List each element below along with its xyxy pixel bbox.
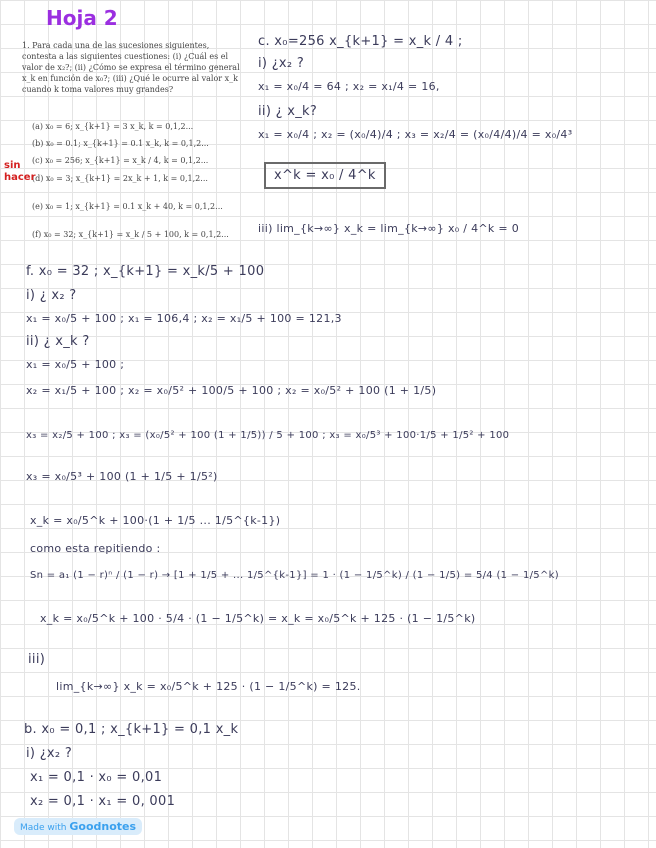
section-f-line-6: x₂ = x₁/5 + 100 ; x₂ = x₀/5² + 100/5 + 100 ; x₂ = x₀/5² + 100 (1 + 1/5) [26, 384, 437, 397]
goodnotes-watermark [14, 818, 142, 835]
margin-note [4, 160, 36, 184]
section-b-line-1 [24, 722, 238, 737]
section-c-header: c. x₀=256 x_{k+1} = x_k / 4 ; [258, 34, 463, 49]
section-f-line-13: iii) [28, 652, 46, 667]
problem-item-c: (c) x₀ = 256; x_{k+1} = x_k / 4, k = 0,1,2... [32, 156, 209, 165]
section-c-iii-line: iii) lim_{k→∞} x_k = lim_{k→∞} x₀ / 4^k = 0 [258, 222, 520, 235]
section-f-line-11: Sn = a₁ (1 − r)ⁿ / (1 − r) → [1 + 1/5 + ... 1/5^{k-1}] = 1 · (1 − 1/5^k) / (1 − 1/5) = 5/4 (1 − 1/5^k) [30, 570, 559, 581]
section-f-line-1: f. x₀ = 32 ; x_{k+1} = x_k/5 + 100 [26, 264, 265, 279]
section-f-line-8: x₃ = x₀/5³ + 100 (1 + 1/5 + 1/5²) [26, 470, 218, 483]
problem-item-e: (e) x₀ = 1; x_{k+1} = 0.1 x_k + 40, k = 0,1,2... [32, 202, 223, 211]
section-b-header: b. x₀ = 0,1 ; x_{k+1} = 0,1 x_k [24, 722, 239, 737]
watermark-prefix: Made with [20, 823, 67, 833]
section-f-line-5: x₁ = x₀/5 + 100 ; [26, 358, 125, 371]
problem-statement: 1. Para cada una de las sucesiones siguientes, contesta a las siguientes cuestiones: (i) ¿Cuál es el valor de x₂?; (ii) ¿Cómo se expresa el término general x_k en función de x₀?; (iii) ¿Qué le ocurre al valor x_k cuando k toma valores muy grandes? [22, 41, 240, 94]
section-f-line-14: lim_{k→∞} x_k = x₀/5^k + 125 · (1 − 1/5^k) = 125. [56, 680, 361, 693]
section-f-line-10: como esta repitiendo : [30, 542, 161, 555]
problem-item-b: (b) x₀ = 0.1; x_{k+1} = 0.1 x_k, k = 0,1,2... [32, 139, 209, 148]
section-f-line-2: i) ¿ x₂ ? [26, 288, 77, 303]
section-c-ii-label: ii) ¿ x_k? [258, 104, 318, 119]
margin-note-line-1: sin [4, 160, 21, 171]
section-b-line-3: x₁ = 0,1 · x₀ = 0,01 [30, 770, 163, 785]
margin-note-line-2: hacer [4, 172, 36, 183]
section-f-line-3: x₁ = x₀/5 + 100 ; x₁ = 106,4 ; x₂ = x₁/5 + 100 = 121,3 [26, 312, 342, 325]
section-f-line-7: x₃ = x₂/5 + 100 ; x₃ = (x₀/5² + 100 (1 + 1/5)) / 5 + 100 ; x₃ = x₀/5³ + 100·1/5 + 1/5² + 100 [26, 430, 510, 441]
problem-item-d: (d) x₀ = 3; x_{k+1} = 2x_k + 1, k = 0,1,2... [32, 174, 208, 183]
problem-item-a: (a) x₀ = 6; x_{k+1} = 3 x_k, k = 0,1,2... [32, 122, 194, 131]
section-c-i-line: x₁ = x₀/4 = 64 ; x₂ = x₁/4 = 16, [258, 80, 440, 93]
page-title: Hoja 2 [46, 6, 118, 30]
section-b-line-2: i) ¿x₂ ? [26, 746, 73, 761]
watermark-brand: Goodnotes [69, 820, 137, 833]
section-f-line-4: ii) ¿ x_k ? [26, 334, 90, 349]
section-c-ii-line: x₁ = x₀/4 ; x₂ = (x₀/4)/4 ; x₃ = x₂/4 = (x₀/4/4)/4 = x₀/4³ [258, 128, 573, 141]
section-f-line-9: x_k = x₀/5^k + 100·(1 + 1/5 ... 1/5^{k-1}) [30, 514, 281, 527]
boxed-result: x^k = x₀ / 4^k [264, 162, 386, 189]
section-b-line-4: x₂ = 0,1 · x₁ = 0, 001 [30, 794, 176, 809]
problem-item-f: (f) x₀ = 32; x_{k+1} = x_k / 5 + 100, k = 0,1,2... [32, 230, 229, 239]
section-f-line-12: x_k = x₀/5^k + 100 · 5/4 · (1 − 1/5^k) = x_k = x₀/5^k + 125 · (1 − 1/5^k) [40, 612, 476, 625]
section-c-i-label: i) ¿x₂ ? [258, 56, 305, 71]
